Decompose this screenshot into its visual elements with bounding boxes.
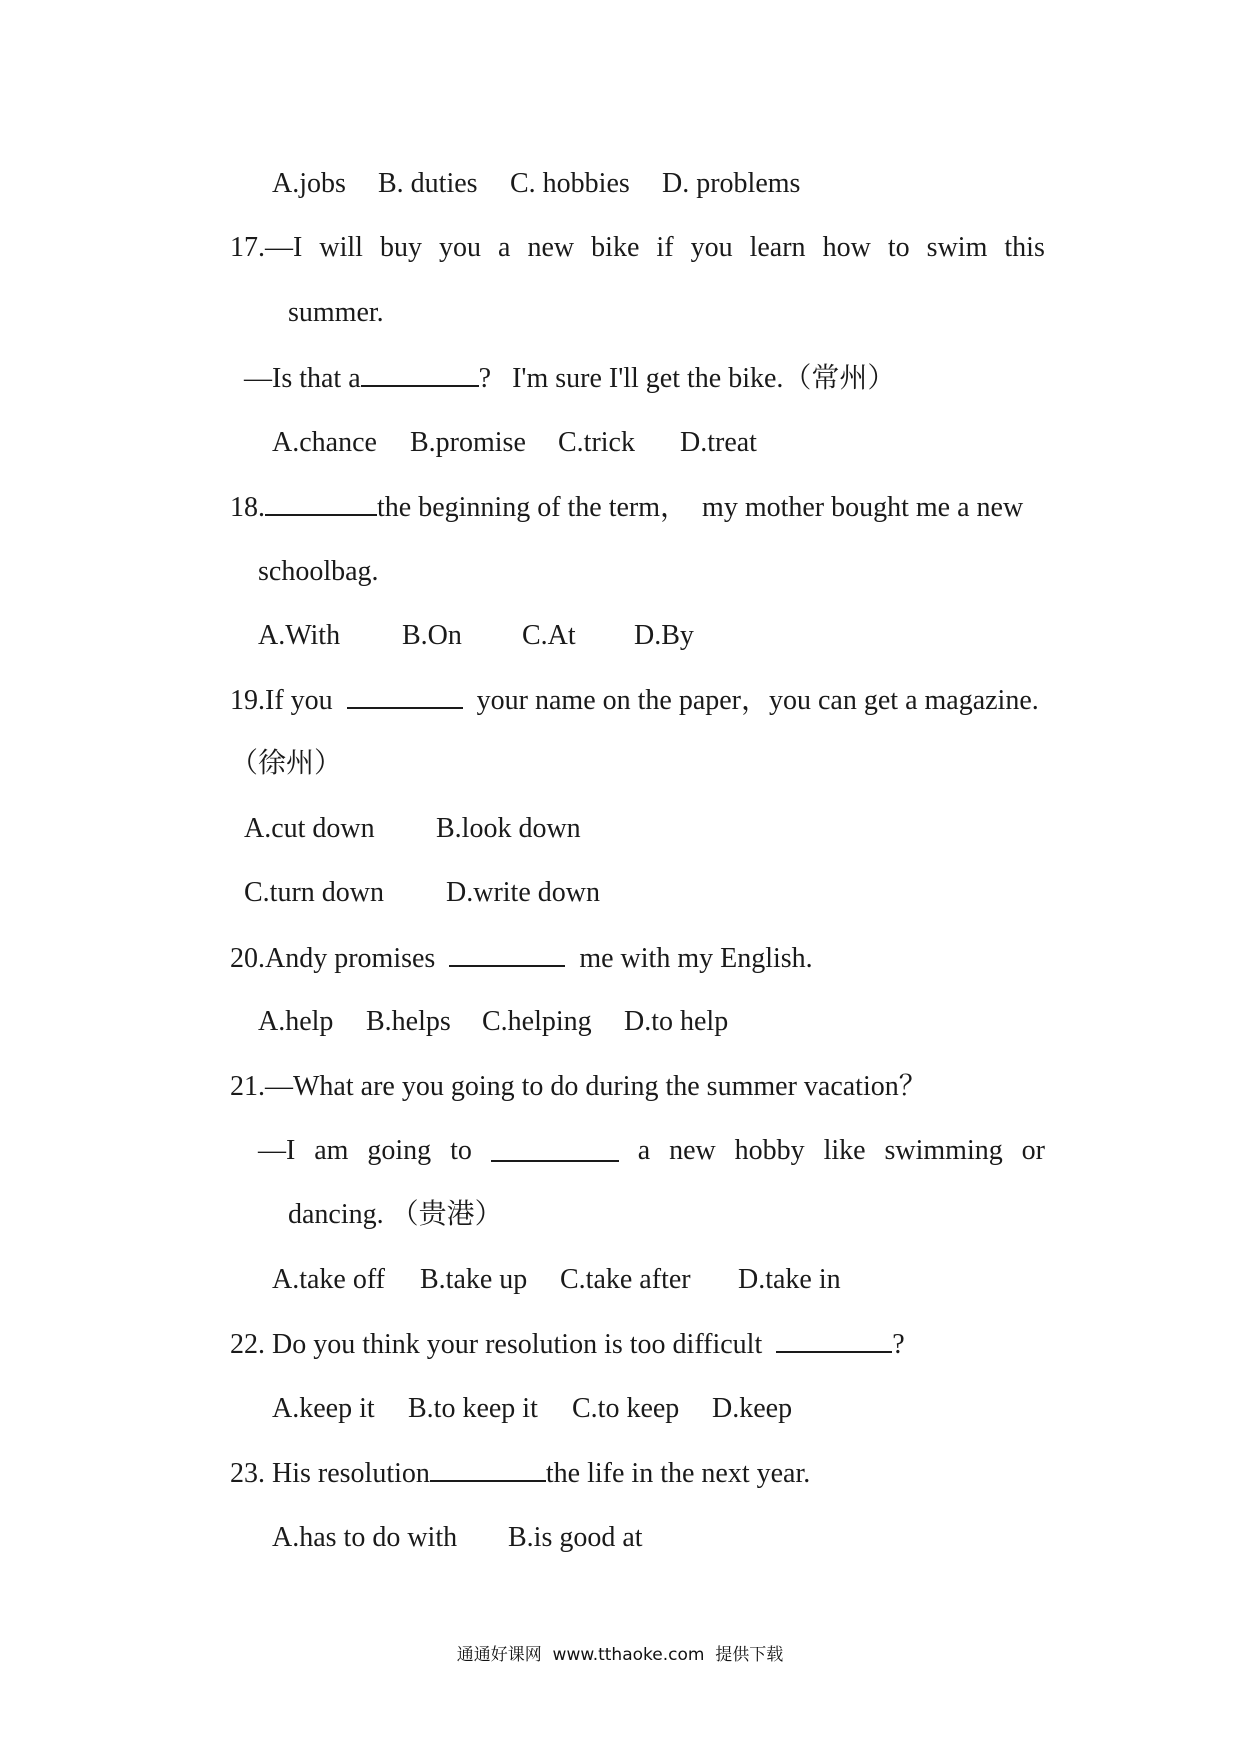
q20-option-a: A.help — [258, 1006, 334, 1037]
word: swimming — [884, 1135, 1003, 1166]
answer-blank — [347, 683, 463, 709]
word: a — [498, 232, 511, 263]
q17-question-line2: summer. — [288, 297, 384, 328]
word: 17.—I — [230, 232, 303, 263]
word: to — [887, 232, 910, 263]
word: or — [1021, 1135, 1045, 1166]
q19-option-a: A.cut down — [244, 813, 375, 844]
q19-source: （徐州） — [230, 748, 343, 779]
q18-option-a: A.With — [258, 620, 341, 651]
q23-option-b: B.is good at — [508, 1522, 643, 1553]
q19-option-b: B.look down — [436, 813, 581, 844]
q20-option-b: B.helps — [366, 1006, 451, 1037]
q16-option-b: B. duties — [378, 168, 478, 199]
q17-reply-line — [244, 361, 895, 396]
q20-question-line1 — [230, 941, 813, 976]
word: like — [823, 1135, 866, 1166]
page-footer: 通通好课网 www.tthaoke.com 提供下载 — [456, 1645, 784, 1665]
q18-text: the beginning of the term， my mother bought me a new — [377, 492, 1024, 523]
word: will — [319, 232, 363, 263]
answer-blank — [449, 941, 565, 967]
q20-option-c: C.helping — [482, 1006, 592, 1037]
word: to — [450, 1135, 472, 1166]
answer-blank — [361, 361, 479, 387]
word: new — [527, 232, 575, 263]
q16-option-a: A.jobs — [272, 168, 346, 199]
q19-option-d: D.write down — [446, 877, 600, 908]
q21-option-a: A.take off — [272, 1264, 385, 1295]
q17-option-c: C.trick — [558, 427, 635, 458]
q22-option-a: A.keep it — [272, 1393, 375, 1424]
q21-option-c: C.take after — [560, 1264, 691, 1295]
word: you — [438, 232, 481, 263]
word: hobby — [734, 1135, 805, 1166]
q22-question-line1 — [230, 1327, 905, 1362]
answer-blank — [430, 1456, 546, 1482]
q20-option-d: D.to help — [624, 1006, 729, 1037]
q22-text: 22. Do you think your resolution is too difficult — [230, 1329, 763, 1360]
q18-question-line2: schoolbag. — [258, 556, 379, 587]
word: buy — [379, 232, 422, 263]
word: a — [637, 1135, 651, 1166]
word: —I — [258, 1135, 296, 1166]
word: how — [822, 232, 871, 263]
word: going — [367, 1135, 432, 1166]
q18-number: 18. — [230, 492, 265, 523]
q16-option-d: D. problems — [662, 168, 801, 199]
q23-question-line1 — [230, 1456, 810, 1491]
word: learn — [749, 232, 806, 263]
q22-text-end: ? — [892, 1329, 905, 1360]
q22-option-b: B.to keep it — [408, 1393, 538, 1424]
q17-option-b: B.promise — [410, 427, 526, 458]
word: swim — [926, 232, 988, 263]
word: you — [690, 232, 733, 263]
q19-text: 19.If you — [230, 685, 333, 716]
q17-reply-text: —Is that a — [244, 363, 361, 394]
word: this — [1004, 232, 1045, 263]
q17-option-d: D.treat — [680, 427, 757, 458]
q21-option-b: B.take up — [420, 1264, 528, 1295]
word: new — [669, 1135, 716, 1166]
word: if — [656, 232, 674, 263]
q22-option-c: C.to keep — [572, 1393, 680, 1424]
q18-option-c: C.At — [522, 620, 576, 651]
word: bike — [591, 232, 640, 263]
q18-option-b: B.On — [402, 620, 462, 651]
q22-option-d: D.keep — [712, 1393, 793, 1424]
q21-option-d: D.take in — [738, 1264, 841, 1295]
q19-text-end: your name on the paper，you can get a magazine. — [476, 685, 1039, 716]
answer-blank — [491, 1134, 619, 1162]
q21-reply-line — [258, 1134, 1045, 1168]
q23-text: 23. His resolution — [230, 1458, 430, 1489]
q17-question-line1 — [230, 231, 1045, 265]
q21-question-line1: 21.—What are you going to do during the summer vacation？ — [230, 1071, 927, 1102]
answer-blank — [265, 490, 377, 516]
word: am — [314, 1135, 349, 1166]
q18-option-d: D.By — [634, 620, 694, 651]
q21-reply-line2: dancing. （贵港） — [288, 1199, 503, 1230]
q23-option-a: A.has to do with — [272, 1522, 458, 1553]
q18-question-line1 — [230, 490, 1023, 525]
answer-blank — [776, 1327, 892, 1353]
q19-question-line1 — [230, 683, 1039, 718]
q16-option-c: C. hobbies — [510, 168, 630, 199]
q20-text: 20.Andy promises — [230, 943, 436, 974]
q17-reply-text-end: ? I'm sure I'll get the bike.（常州） — [478, 363, 896, 394]
q19-option-c: C.turn down — [244, 877, 384, 908]
q17-option-a: A.chance — [272, 427, 377, 458]
q20-text-end: me with my English. — [579, 943, 813, 974]
q23-text-end: the life in the next year. — [545, 1458, 811, 1489]
